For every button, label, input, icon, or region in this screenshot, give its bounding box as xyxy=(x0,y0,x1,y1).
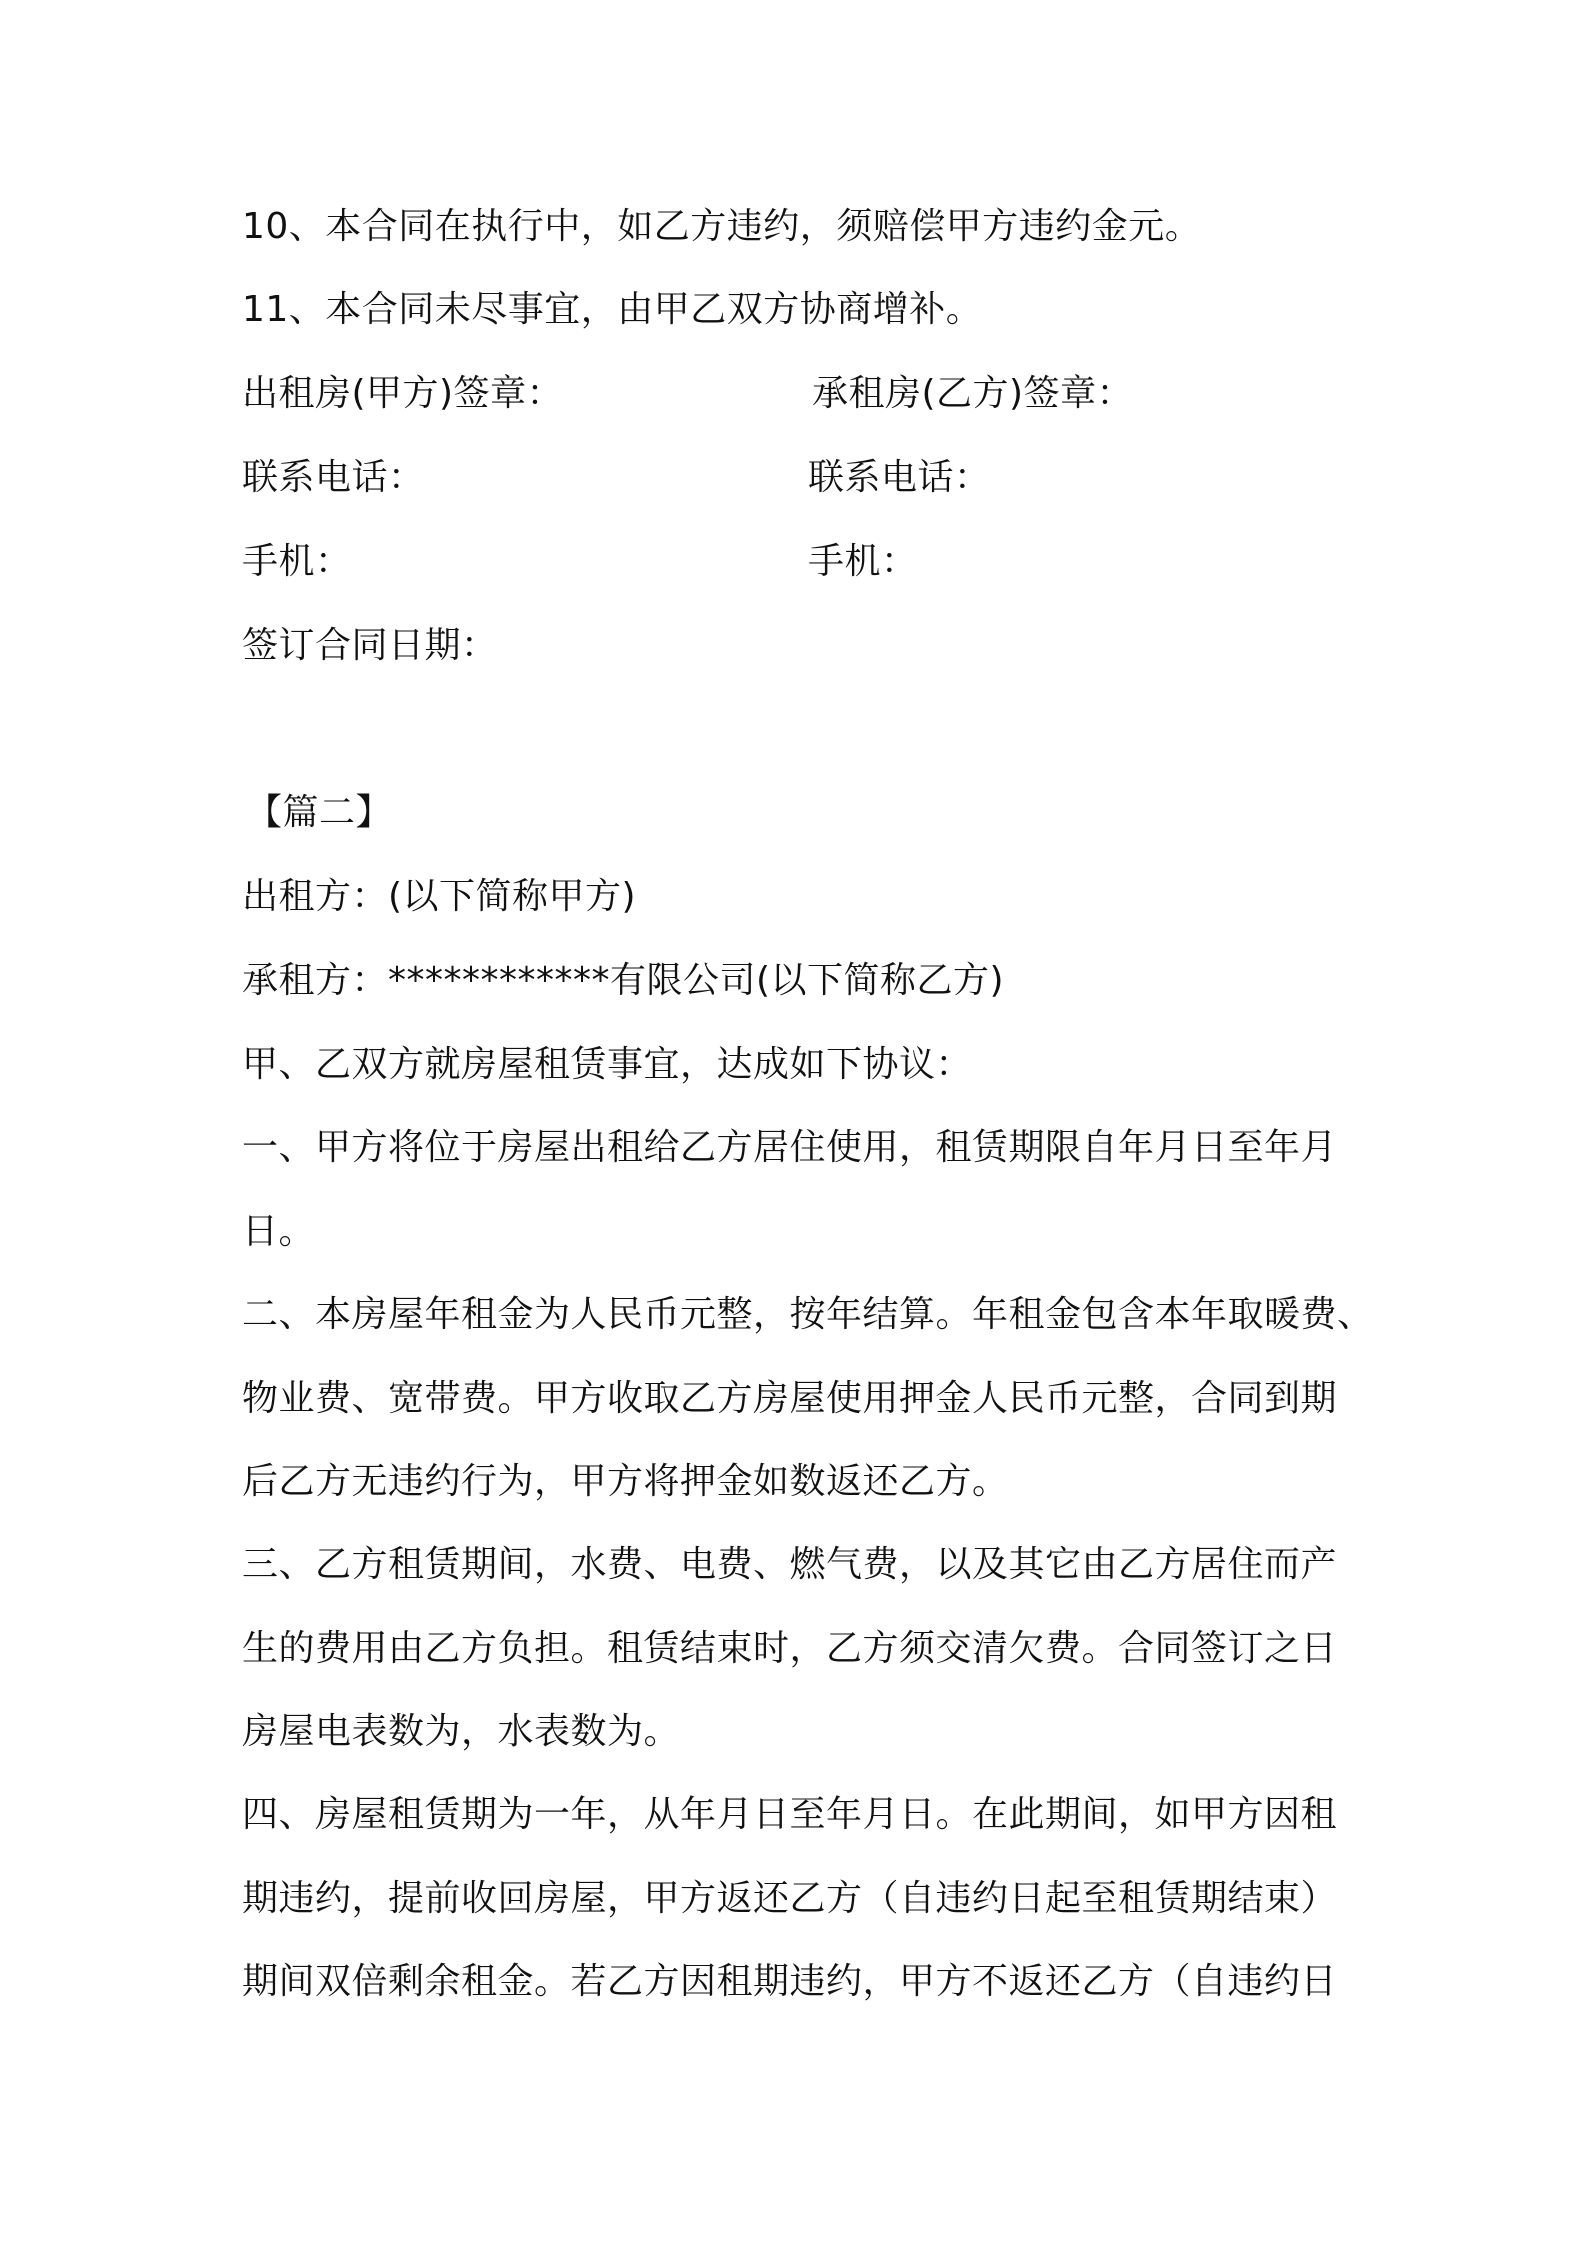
clause-2-line-1: 二、本房屋年租金为人民币元整，按年结算。年租金包含本年取暖费、 xyxy=(242,1294,1374,1335)
part-two-heading: 【篇二】 xyxy=(246,792,393,833)
lessor-mobile-label: 手机： xyxy=(242,541,352,582)
clause-3-line-2: 生的费用由乙方负担。租赁结束时，乙方须交清欠费。合同签订之日 xyxy=(242,1628,1338,1669)
lessee-sign-label: 承租房(乙方)签章： xyxy=(812,373,1134,414)
clause-2-line-2: 物业费、宽带费。甲方收取乙方房屋使用押金人民币元整，合同到期 xyxy=(242,1378,1338,1419)
lessee-phone-label: 联系电话： xyxy=(808,457,991,498)
clause-1-line-1: 一、甲方将位于房屋出租给乙方居住使用，租赁期限自年月日至年月 xyxy=(242,1127,1338,1168)
clause-10: 10、本合同在执行中，如乙方违约，须赔偿甲方违约金元。 xyxy=(242,206,1202,247)
clause-4-line-3: 期间双倍剩余租金。若乙方因租期违约，甲方不返还乙方（自违约日 xyxy=(242,1961,1338,2002)
clause-2-line-3: 后乙方无违约行为，甲方将押金如数返还乙方。 xyxy=(242,1461,1009,1502)
lessor-line: 出租方：(以下简称甲方) xyxy=(242,876,637,917)
clause-11: 11、本合同未尽事宜，由甲乙双方协商增补。 xyxy=(242,289,983,330)
clause-1-line-2: 日。 xyxy=(242,1211,316,1252)
sign-date-label: 签订合同日期： xyxy=(242,625,498,666)
clause-3-line-1: 三、乙方租赁期间，水费、电费、燃气费，以及其它由乙方居住而产 xyxy=(242,1544,1338,1585)
lessor-sign-label: 出租房(甲方)签章： xyxy=(242,373,564,414)
agreement-intro: 甲、乙双方就房屋租赁事宜，达成如下协议： xyxy=(242,1044,973,1085)
lessee-line: 承租方：************有限公司(以下简称乙方) xyxy=(242,960,1005,1001)
clause-3-line-3: 房屋电表数为，水表数为。 xyxy=(242,1711,681,1752)
clause-4-line-2: 期违约，提前收回房屋，甲方返还乙方（自违约日起至租赁期结束） xyxy=(242,1878,1338,1919)
lessor-phone-label: 联系电话： xyxy=(242,457,425,498)
lessee-mobile-label: 手机： xyxy=(808,541,918,582)
clause-4-line-1: 四、房屋租赁期为一年，从年月日至年月日。在此期间，如甲方因租 xyxy=(242,1794,1338,1835)
